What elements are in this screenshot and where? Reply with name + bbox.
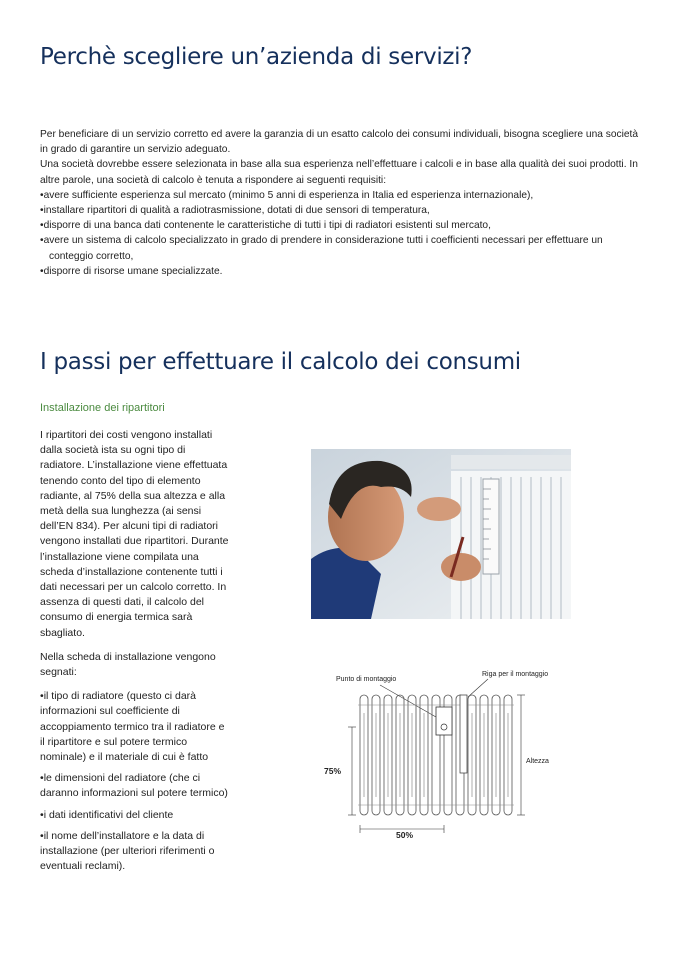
intro-paragraph-1: Per beneficiare di un servizio corretto ed avere la garanzia di un esatto calcolo dei consumi individuali, bisogna scegliere una società in grado di garantire un servizio adeguato.	[40, 129, 639, 156]
section-title-steps: I passi per effettuare il calcolo dei consumi	[40, 349, 521, 375]
section-title-why-service: Perchè scegliere un’azienda di servizi?	[40, 44, 473, 70]
label-height: Altezza	[526, 758, 549, 765]
installation-item: • i dati identificativi del cliente	[40, 808, 230, 823]
installation-text	[40, 428, 230, 880]
label-mount-point: Punto di montaggio	[336, 676, 397, 683]
radiator-diagram-drawing	[318, 665, 563, 845]
requirement-item: • disporre di risorse umane specializzate.	[40, 264, 640, 279]
installer-photo	[311, 449, 571, 619]
intro-text	[40, 127, 640, 279]
label-ruler: Riga per il montaggio	[482, 671, 549, 678]
installation-paragraph-1: I ripartitori dei costi vengono installati dalla società ista su ogni tipo di radiatore. L’installazione viene effettuata tenendo conto del tipo di elemento radiante, al 75% della sua altezza e alla metà della sua lunghezza (ai sensi dell’EN 834). Per alcuni tipi di radiatori vengono installati due ripartitori. Durante l’installazione viene compilata una scheda d’installazione contenente tutti i dati necessari per un calcolo corretto. In assenza di questi dati, il calcolo del consumo di energia termica sarà sbagliato.	[40, 429, 229, 639]
requirement-item: • avere sufficiente esperienza sul mercato (minimo 5 anni di esperienza in Italia ed esperienza internazionale),	[40, 188, 640, 203]
radiator-diagram	[318, 665, 563, 845]
installation-items-list	[40, 689, 230, 874]
installer-photo-illustration	[311, 449, 571, 619]
requirement-item: • disporre di una banca dati contenente le caratteristiche di tutti i tipi di radiatori esistenti sul mercato,	[40, 218, 640, 233]
intro-paragraph-2: Una società dovrebbe essere selezionata in base alla sua esperienza nell’effettuare i calcoli e in base alla qualità dei suoi prodotti. In altre parole, una società di calcolo è tenuta a rispondere ai seguenti requisiti:	[40, 159, 638, 186]
installation-item: • il nome dell’installatore e la data di installazione (per ulteriori riferimenti o eventuali reclami).	[40, 829, 230, 875]
requirement-item: • avere un sistema di calcolo specializzato in grado di prendere in considerazione tutti i coefficienti necessari per effettuare un conteggio corretto,	[40, 233, 640, 263]
installation-item: • il tipo di radiatore (questo ci darà informazioni sul coefficiente di accoppiamento termico tra il radiatore e il ripartitore e sul potere termico nominale) e il materiale di cui è fatto	[40, 689, 230, 765]
requirement-item: • installare ripartitori di qualità a radiotrasmissione, dotati di due sensori di temperatura,	[40, 203, 640, 218]
installation-paragraph-2: Nella scheda di installazione vengono segnati:	[40, 650, 216, 679]
requirements-list	[40, 188, 640, 279]
subsection-title-installation: Installazione dei ripartitori	[40, 402, 165, 414]
label-50-percent: 50%	[396, 830, 414, 840]
installation-item: • le dimensioni del radiatore (che ci daranno informazioni sul potere termico)	[40, 771, 230, 801]
label-75-percent: 75%	[324, 766, 342, 776]
